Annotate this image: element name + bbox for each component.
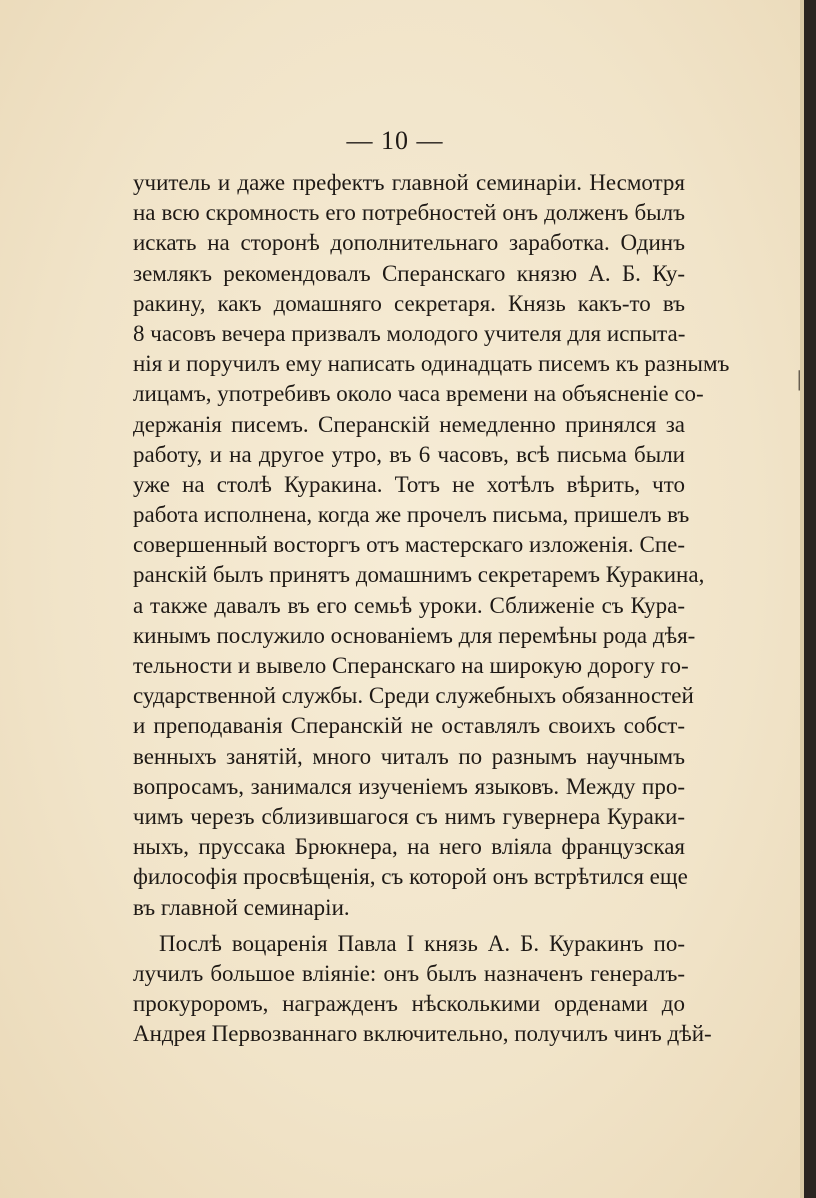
text-line: вопросамъ, занимался изученіемъ языковъ. Между про- xyxy=(133,773,685,799)
text-line: 8 часовъ вечера призвалъ молодого учителя для испыта- xyxy=(133,320,686,346)
text-line: и преподаванія Сперанскій не оставлялъ своихъ собст- xyxy=(133,713,685,739)
text-line: въ главной семинаріи. xyxy=(133,894,350,920)
text-line: чимъ черезъ сблизившагося съ нимъ гувернера Кураки- xyxy=(133,803,685,829)
text-line: Андрея Первозваннаго включительно, получилъ чинъ дѣй- xyxy=(133,1021,712,1047)
text-line: Послѣ воцаренія Павла I князь А. Б. Куракинъ по- xyxy=(159,930,685,956)
text-line: нія и поручилъ ему написать одинадцать писемъ къ разнымъ xyxy=(133,351,730,377)
text-line: тельности и вывело Сперанскаго на широкую дорогу го- xyxy=(133,653,689,678)
text-line: на всю скромность его потребностей онъ долженъ былъ xyxy=(133,200,685,226)
text-line: а также давалъ въ его семьѣ уроки. Сближеніе съ Кура- xyxy=(133,592,685,618)
margin-mark: | xyxy=(797,366,802,391)
text-line: кинымъ послужило основаніемъ для перемѣны рода дѣя- xyxy=(133,622,696,648)
text-line: искать на сторонѣ дополнительнаго заработка. Одинъ xyxy=(133,230,685,256)
text-line: работу, и на другое утро, въ 6 часовъ, всѣ письма были xyxy=(133,441,685,467)
text-line: совершенный восторгъ отъ мастерскаго изложенія. Спе- xyxy=(133,532,685,558)
text-line: учитель и даже префектъ главной семинаріи. Несмотря xyxy=(133,170,685,195)
text-line: прокуроромъ, награжденъ нѣсколькими орденами до xyxy=(133,991,685,1017)
scan-border xyxy=(804,0,816,1198)
text-line: уже на столѣ Куракина. Тотъ не хотѣлъ вѣрить, что xyxy=(133,471,685,497)
text-line: лицамъ, употребивъ около часа времени на объясненіе со- xyxy=(133,381,704,407)
paragraph-2 xyxy=(133,929,712,1050)
paragraph-1 xyxy=(133,168,730,923)
page-number: — 10 — xyxy=(346,126,444,155)
text-line: держанія писемъ. Сперанскій немедленно принялся за xyxy=(133,411,685,437)
text-line: лучилъ большое вліяніе: онъ былъ назначенъ генералъ- xyxy=(133,960,685,986)
text-line: ныхъ, пруссака Брюкнера, на него вліяла французская xyxy=(133,834,685,860)
body-text xyxy=(133,168,730,1049)
text-line: ранскій былъ принятъ домашнимъ секретаремъ Куракина, xyxy=(133,562,705,588)
text-line: землякъ рекомендовалъ Сперанскаго князю А. Б. Ку- xyxy=(133,260,685,286)
text-line: философія просвѣщенія, съ которой онъ встрѣтился еще xyxy=(133,864,688,890)
text-line: сударственной службы. Среди служебныхъ обязанностей xyxy=(133,683,694,709)
text-line: работа исполнена, когда же прочелъ письма, пришелъ въ xyxy=(133,502,690,528)
text-line: венныхъ занятій, много читалъ по разнымъ научнымъ xyxy=(133,743,685,769)
text-line: ракину, какъ домашняго секретаря. Князь какъ-то въ xyxy=(133,290,685,316)
